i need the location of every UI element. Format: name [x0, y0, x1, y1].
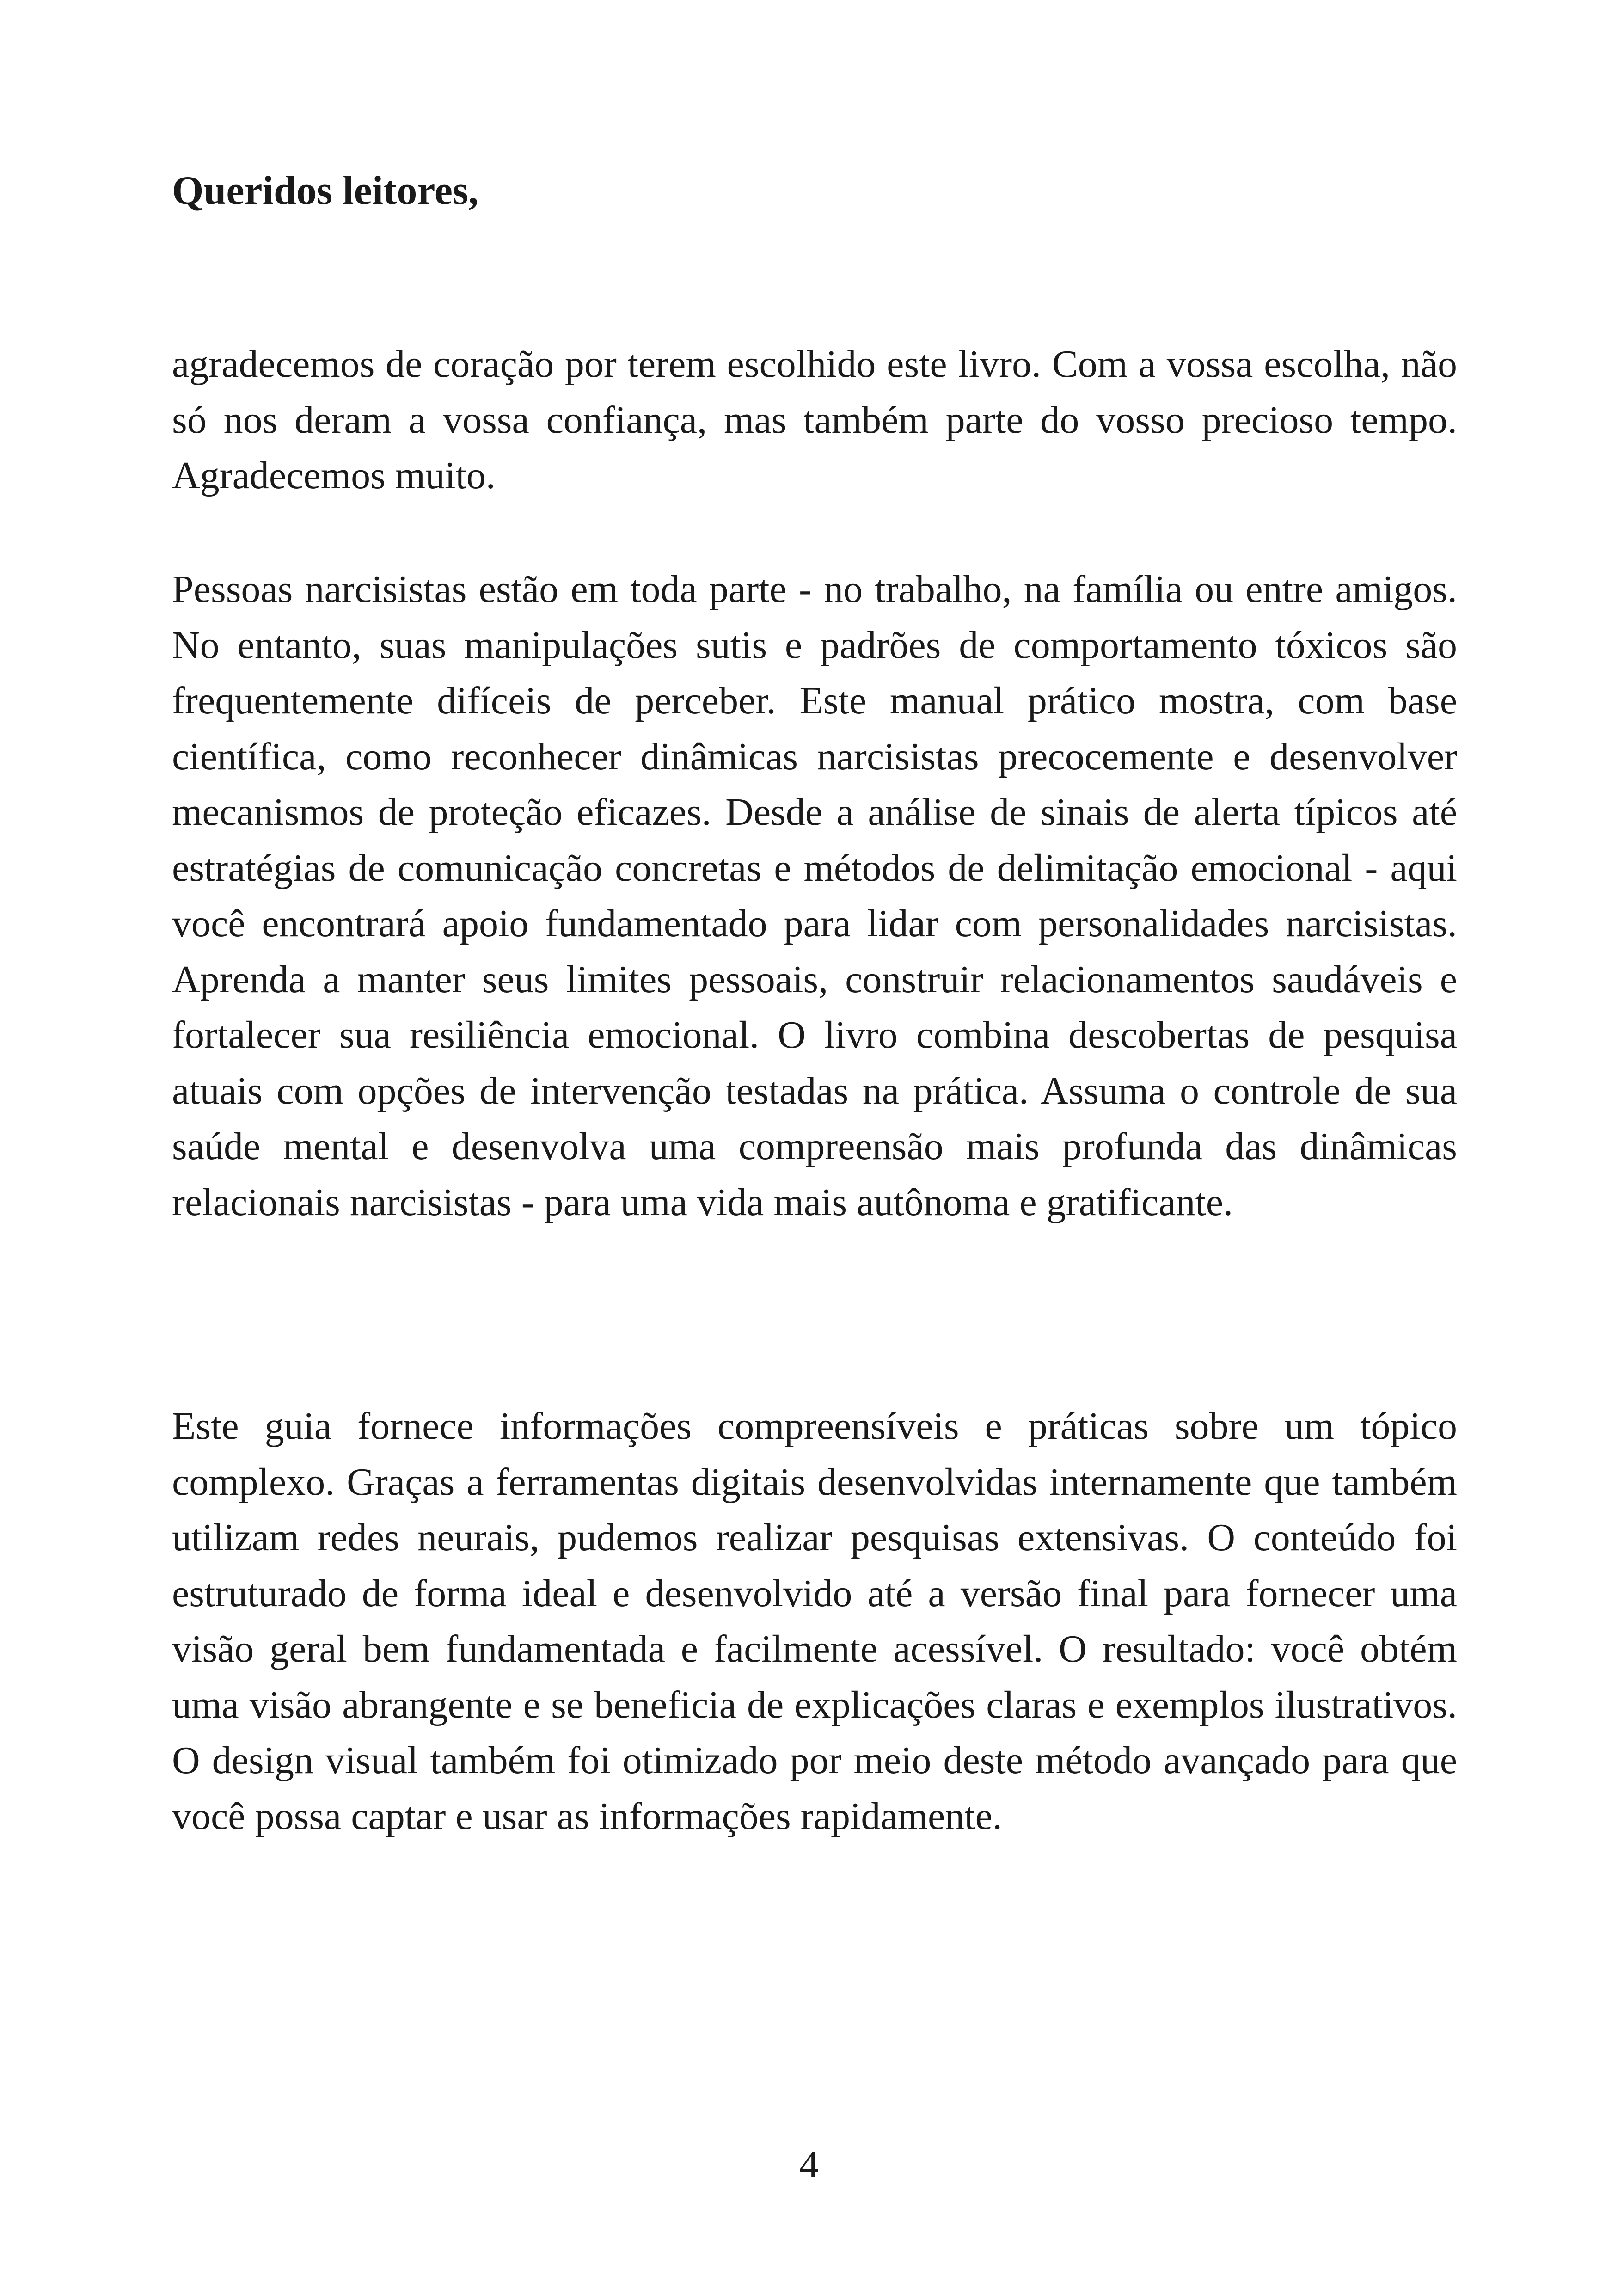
paragraph-guide-method: Este guia fornece informações compreensíveis e práticas sobre um tópico complexo. Graças a ferramentas digitais desenvolvidas internamente que também utilizam redes neurais, pudemos realizar pesquisas extensivas. O conteúdo foi estruturado de forma ideal e desenvolvido até a versão final para fornecer uma visão geral bem fundamentada e facilmente acessível. O resultado: você obtém uma visão abrangente e se beneficia de explicações claras e exemplos ilustrativos. O design visual também foi otimizado por meio deste método avançado para que você possa captar e usar as informações rapidamente.	[172, 1405, 1457, 1838]
page-heading: Queridos leitores,	[172, 168, 479, 213]
paragraph-gratitude: agradecemos de coração por terem escolhido este livro. Com a vossa escolha, não só nos deram a vossa confiança, mas também parte do vosso precioso tempo. Agradecemos muito.	[172, 343, 1457, 497]
paragraph-book-summary: Pessoas narcisistas estão em toda parte - no trabalho, na família ou entre amigos. No entanto, suas manipulações sutis e padrões de comportamento tóxicos são frequentemente difíceis de perceber. Este manual prático mostra, com base científica, como reconhecer dinâmicas narcisistas precocemente e desenvolver mecanismos de proteção eficazes. Desde a análise de sinais de alerta típicos até estratégias de comunicação concretas e métodos de delimitação emocional - aqui você encontrará apoio fundamentado para lidar com personalidades narcisistas. Aprenda a manter seus limites pessoais, construir relacionamentos saudáveis e fortalecer sua resiliência emocional. O livro combina descobertas de pesquisa atuais com opções de intervenção testadas na prática. Assuma o controle de sua saúde mental e desenvolva uma compreensão mais profunda das dinâmicas relacionais narcisistas - para uma vida mais autônoma e gratificante.	[172, 568, 1457, 1224]
page-number: 4	[799, 2143, 819, 2186]
